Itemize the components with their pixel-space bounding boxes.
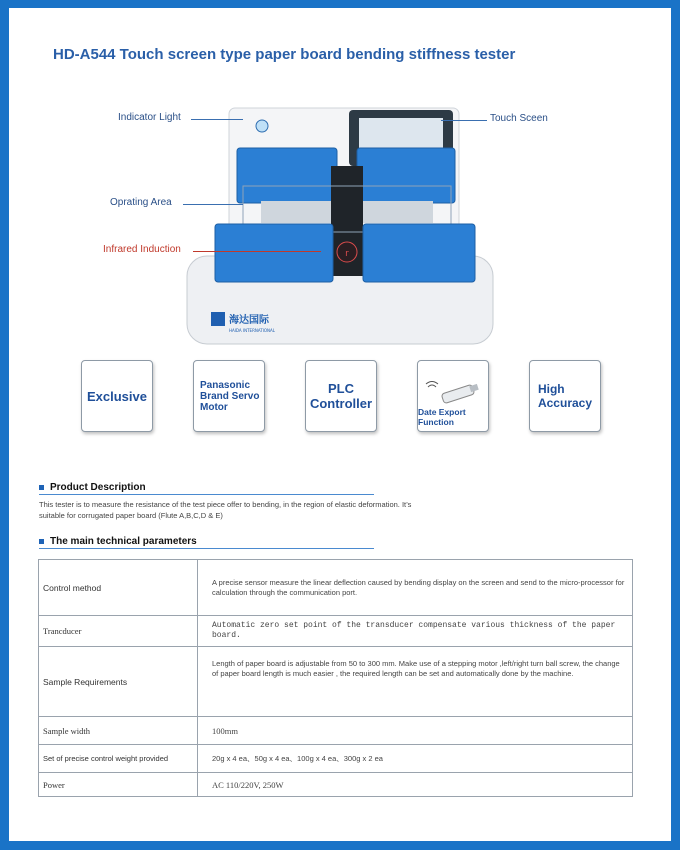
callout-operating-area: Oprating Area	[110, 197, 172, 208]
table-row	[39, 773, 633, 797]
param-key: Trancducer	[39, 616, 198, 647]
param-value: A precise sensor measure the linear deflection caused by bending display on the screen and send to the micro-processor for calculation through the communication port.	[198, 560, 633, 616]
callout-infrared-induction: Infrared Induction	[103, 244, 181, 255]
bullet-square-icon	[39, 485, 44, 490]
feature-exclusive: Exclusive	[81, 360, 153, 432]
brand-logo-icon	[211, 312, 225, 326]
divider	[39, 494, 374, 495]
parameters-table	[38, 559, 633, 797]
param-value: 20g x 4 ea、50g x 4 ea、100g x 4 ea、300g x 2 ea	[198, 745, 633, 773]
machine-illustration	[181, 106, 499, 351]
param-value: AC 110/220V, 250W	[198, 773, 633, 797]
product-description-text: This tester is to measure the resistance of the test piece offer to bending, in the region of elastic deformation. It’s suitable for corrugated paper board (Flute A,B,C,D & E)	[39, 500, 412, 520]
param-value: Automatic zero set point of the transducer compensate various thickness of the paper board.	[198, 616, 633, 647]
table-row	[39, 647, 633, 717]
divider	[39, 548, 374, 549]
table-row	[39, 616, 633, 647]
usb-drive-icon	[424, 381, 482, 407]
param-key: Set of precise control weight provided	[39, 745, 198, 773]
param-value: 100mm	[198, 717, 633, 745]
indicator-light-icon	[256, 120, 268, 132]
feature-servo-motor: Panasonic Brand Servo Motor	[193, 360, 265, 432]
table-row	[39, 717, 633, 745]
callout-line	[191, 119, 243, 120]
param-key: Power	[39, 773, 198, 797]
page	[9, 8, 671, 841]
page-title: HD-A544 Touch screen type paper board bending stiffness tester	[53, 46, 516, 63]
brand-logo-text: 海达国际	[229, 315, 269, 326]
callout-line	[441, 120, 487, 121]
feature-data-export: Date Export Function	[417, 360, 489, 432]
table-row	[39, 745, 633, 773]
param-key: Sample Requirements	[39, 647, 198, 717]
callout-touch-screen: Touch Sceen	[490, 113, 548, 124]
param-key: Control method	[39, 560, 198, 616]
callout-indicator-light: Indicator Light	[118, 112, 181, 123]
param-value: Length of paper board is adjustable from 50 to 300 mm. Make use of a stepping motor ,left/right turn ball screw, the change of paper board length is much easier , the required length can be set and automatically done by the machine.	[198, 647, 633, 717]
brand-logo-subtext: HAIDA INTERNATIONAL	[229, 328, 276, 333]
section-heading-parameters: The main technical parameters	[39, 536, 197, 547]
feature-plc-controller: PLC Controller	[305, 360, 377, 432]
feature-high-accuracy: High Accuracy	[529, 360, 601, 432]
callout-line	[193, 251, 321, 252]
param-key: Sample width	[39, 717, 198, 745]
section-heading-product-description: Product Description	[39, 482, 146, 493]
svg-text:r: r	[345, 249, 349, 259]
table-row	[39, 560, 633, 616]
callout-line	[183, 204, 243, 205]
bullet-square-icon	[39, 539, 44, 544]
